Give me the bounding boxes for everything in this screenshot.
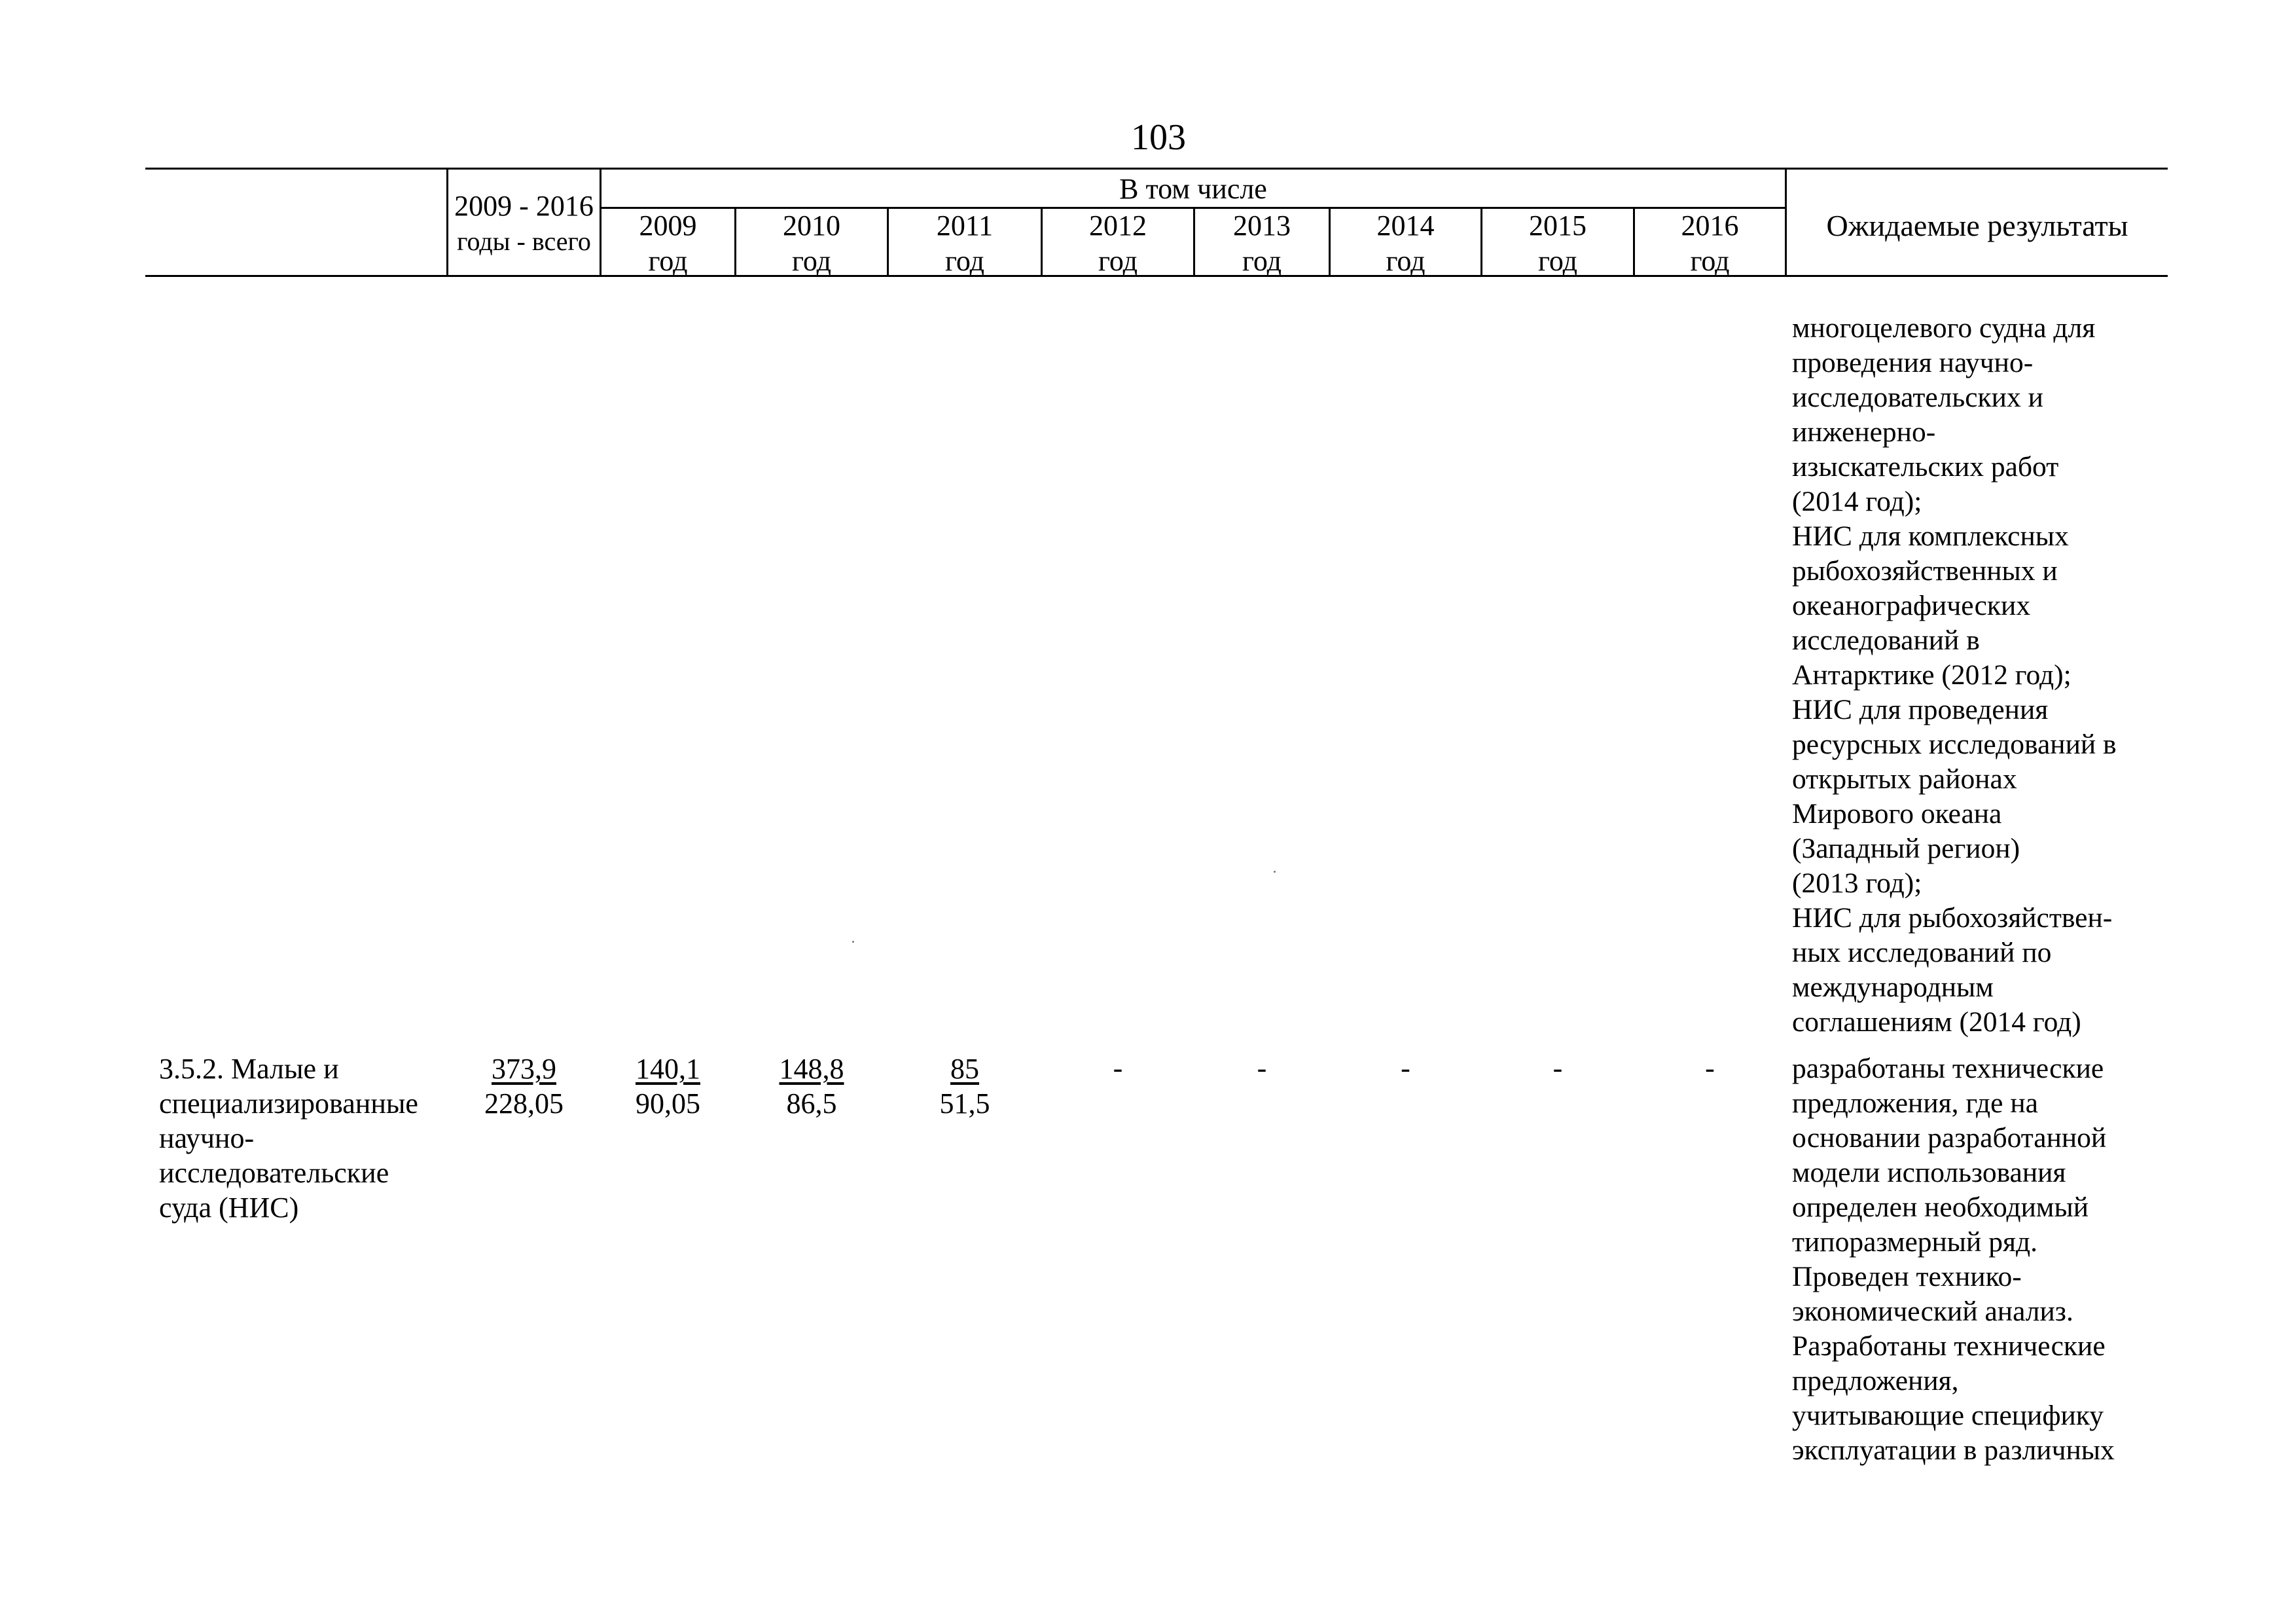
value-2014: - (1401, 1052, 1410, 1084)
year-label: 2013 (1233, 210, 1291, 242)
results-line: модели использования (1792, 1157, 2066, 1188)
results-line: ных исследований по (1792, 937, 2052, 968)
value-bottom: 90,05 (636, 1087, 700, 1120)
results-line: исследовательских и (1792, 382, 2043, 413)
year-label: 2011 (936, 210, 994, 242)
results-line: океанографических (1792, 590, 2031, 621)
results-line: рыбохозяйственных и (1792, 555, 2058, 587)
total-header (448, 189, 600, 259)
year-label: 2015 (1529, 210, 1587, 242)
results-line: (2014 год); (1792, 486, 1922, 517)
results-header: Ожидаемые результаты (1826, 209, 2128, 242)
year-label: 2009 (639, 210, 697, 242)
year-unit: год (1690, 245, 1730, 277)
results-line: (Западный регион) (1792, 833, 2020, 864)
results-line: НИС для рыбохозяйствен- (1792, 902, 2113, 934)
year-unit: год (791, 245, 832, 277)
including-header: В том числе (1119, 173, 1267, 205)
total-header-line1: 2009 - 2016 (454, 190, 594, 222)
results-line: НИС для комплексных (1792, 520, 2069, 552)
year-header-2009 (601, 208, 734, 279)
results-line: проведения научно- (1792, 347, 2034, 378)
year-label: 2010 (783, 210, 840, 242)
value-2012: - (1113, 1052, 1123, 1084)
value-total (448, 1051, 600, 1121)
year-unit: год (648, 245, 688, 277)
row-results (1792, 1051, 2115, 1468)
scan-speck (852, 941, 854, 943)
results-line: основании разработанной (1792, 1122, 2107, 1154)
row-name-line: научно- (159, 1122, 255, 1154)
row-name-line: специализированные (159, 1087, 418, 1120)
page-number: 103 (1131, 117, 1186, 158)
total-header-line2: годы - всего (457, 227, 591, 256)
results-line: экономический анализ. (1792, 1296, 2073, 1327)
value-2016: - (1705, 1052, 1715, 1084)
year-label: 2016 (1681, 210, 1739, 242)
row-name-line: суда (НИС) (159, 1192, 299, 1224)
results-line: ресурсных исследований в (1792, 729, 2117, 760)
value-2009 (601, 1051, 734, 1121)
year-header-2011 (889, 208, 1041, 279)
year-label: 2014 (1376, 210, 1435, 242)
row-name-line: 3.5.2. Малые и (159, 1053, 339, 1085)
value-2011 (889, 1051, 1041, 1121)
value-bottom: 86,5 (786, 1087, 837, 1120)
year-unit: год (1242, 245, 1282, 277)
year-header-2013 (1195, 208, 1329, 279)
row-name-line: исследовательские (159, 1157, 389, 1189)
results-line: международным (1792, 972, 1994, 1003)
year-unit: год (944, 245, 985, 277)
year-header-2010 (736, 208, 887, 279)
year-unit: год (1098, 245, 1138, 277)
value-top: 85 (950, 1053, 979, 1085)
value-2010 (736, 1051, 887, 1121)
year-header-2012 (1043, 208, 1193, 279)
results-line: определен необходимый (1792, 1192, 2089, 1223)
results-line: (2013 год); (1792, 867, 1922, 899)
results-line: Мирового океана (1792, 798, 2002, 830)
row-name (159, 1051, 418, 1225)
value-2015: - (1552, 1052, 1563, 1084)
results-line: разработаны технические (1792, 1053, 2104, 1084)
results-line: эксплуатации в различных (1792, 1434, 2115, 1466)
year-header-2014 (1331, 208, 1480, 279)
year-unit: год (1537, 245, 1578, 277)
results-line: многоцелевого судна для (1792, 312, 2096, 344)
results-line: типоразмерный ряд. (1792, 1226, 2037, 1258)
results-line: исследований в (1792, 625, 1980, 656)
results-line: НИС для проведения (1792, 694, 2049, 725)
year-unit: год (1386, 245, 1426, 277)
year-label: 2012 (1089, 210, 1147, 242)
scan-speck (1274, 871, 1276, 873)
results-line: соглашениям (2014 год) (1792, 1006, 2081, 1038)
results-line: изыскательских работ (1792, 451, 2059, 483)
results-line: Проведен технико- (1792, 1261, 2022, 1292)
results-line: открытых районах (1792, 763, 2017, 795)
value-top: 140,1 (636, 1053, 700, 1085)
results-line: Разработаны технические (1792, 1330, 2106, 1362)
value-bottom: 51,5 (939, 1087, 990, 1120)
value-top: 148,8 (779, 1053, 844, 1085)
results-line: Антарктике (2012 год); (1792, 659, 2072, 691)
results-line: инженерно- (1792, 416, 1936, 448)
results-line: предложения, (1792, 1365, 1959, 1396)
year-header-2015 (1482, 208, 1633, 279)
value-bottom: 228,05 (484, 1087, 564, 1120)
results-line: учитывающие специфику (1792, 1400, 2104, 1431)
value-top: 373,9 (492, 1053, 556, 1085)
header-top-rule (145, 168, 2168, 170)
continued-results (1792, 311, 2117, 1040)
value-2013: - (1257, 1052, 1267, 1084)
results-line: предложения, где на (1792, 1087, 2038, 1119)
year-header-2016 (1635, 208, 1785, 279)
